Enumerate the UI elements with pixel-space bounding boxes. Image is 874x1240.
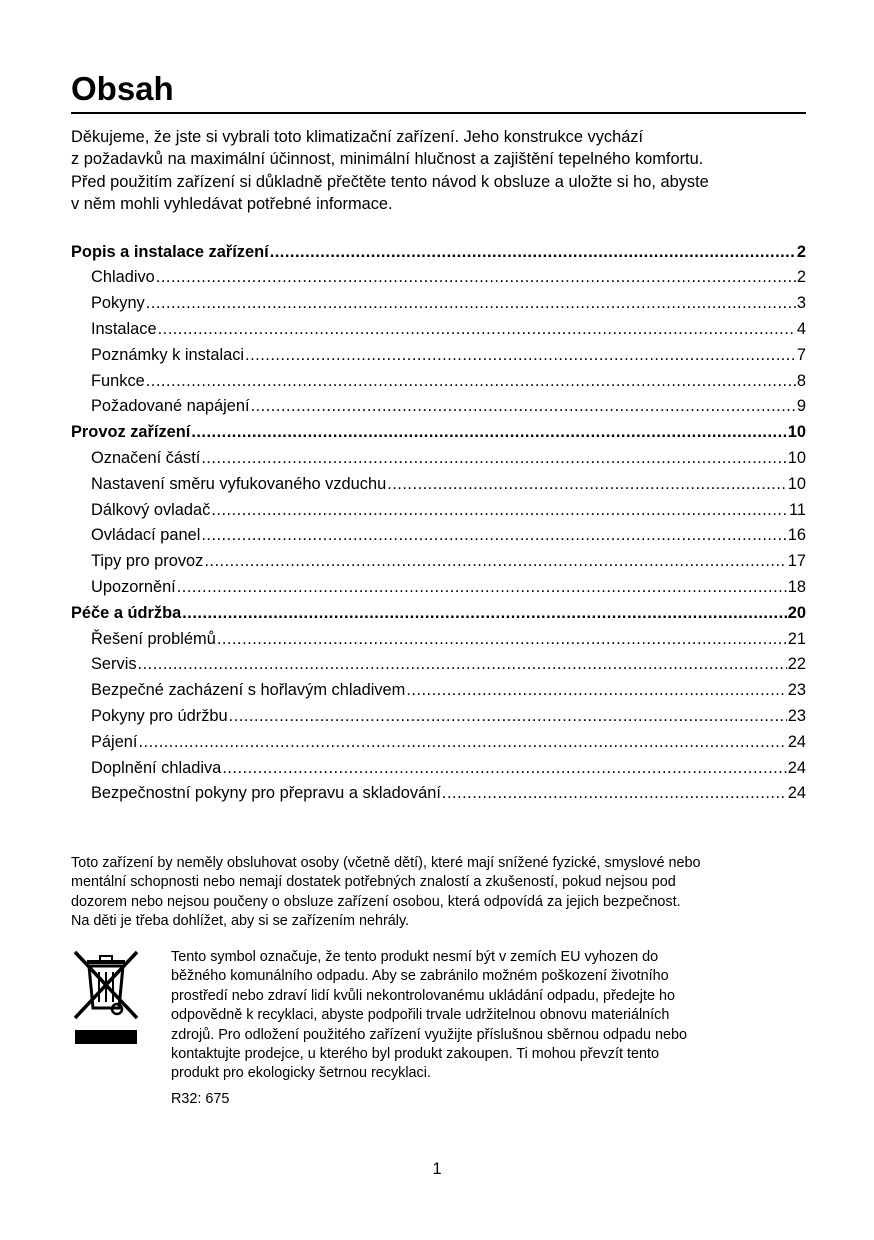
toc-entry[interactable] bbox=[71, 291, 806, 317]
toc-entry-page: 8 bbox=[796, 371, 806, 390]
weee-line: odpovědně k recyklaci, abyste podpořili trvale udržitelnou obnovu materiálních bbox=[171, 1007, 670, 1024]
toc-dot-leader bbox=[146, 291, 796, 317]
page-content bbox=[71, 0, 806, 1109]
toc-entry-page: 18 bbox=[787, 577, 806, 596]
toc-entry[interactable] bbox=[71, 730, 806, 756]
weee-line: běžného komunálního odpadu. Aby se zabránilo možném poškození životního bbox=[171, 968, 669, 985]
toc-entry-page: 11 bbox=[788, 500, 806, 519]
toc-entry-label: Bezpečné zacházení s hořlavým chladivem bbox=[91, 681, 406, 700]
toc-dot-leader bbox=[158, 317, 796, 343]
toc-entry-label: Nastavení směru vyfukovaného vzduchu bbox=[91, 474, 387, 493]
toc-entry-label: Poznámky k instalaci bbox=[91, 345, 245, 364]
toc-entry-page: 7 bbox=[796, 345, 806, 364]
toc-dot-leader bbox=[182, 601, 787, 627]
toc-section-entry[interactable] bbox=[71, 420, 806, 446]
toc-entry-page: 9 bbox=[796, 397, 806, 416]
crossed-out-wheelie-bin-icon bbox=[71, 948, 141, 1048]
toc-entry-label: Bezpečnostní pokyny pro přepravu a skladování bbox=[91, 784, 441, 803]
toc-entry[interactable] bbox=[71, 523, 806, 549]
toc-entry-page: 24 bbox=[787, 758, 806, 777]
toc-entry-label: Požadované napájení bbox=[91, 397, 250, 416]
toc-entry-label: Péče a údržba bbox=[71, 603, 182, 622]
toc-entry-label: Funkce bbox=[91, 371, 145, 390]
toc-dot-leader bbox=[146, 369, 796, 395]
safety-line: mentální schopnosti nebo nemají dostatek potřebných znalostí a zkušeností, pokud nejsou pod bbox=[71, 874, 676, 891]
toc-entry[interactable] bbox=[71, 343, 806, 369]
toc-entry[interactable] bbox=[71, 549, 806, 575]
toc-section-entry[interactable] bbox=[71, 240, 806, 266]
toc-dot-leader bbox=[201, 446, 786, 472]
toc-entry-page: 10 bbox=[787, 449, 806, 467]
toc-entry[interactable] bbox=[71, 369, 806, 395]
toc-entry-page: 24 bbox=[787, 732, 806, 751]
weee-line: zdrojů. Pro odložení použitého zařízení využijte příslušnou sběrnou odpadu nebo bbox=[171, 1026, 687, 1043]
toc-dot-leader bbox=[406, 678, 786, 704]
toc-dot-leader bbox=[442, 781, 787, 807]
safety-line: dozorem nebo nejsou poučeny o obsluze zařízení osobou, která odpovídá za jejich bezpečnost. bbox=[71, 893, 681, 910]
toc-entry-page: 24 bbox=[787, 784, 806, 803]
toc-dot-leader bbox=[245, 343, 796, 369]
weee-section bbox=[71, 948, 806, 1109]
weee-line: kontaktujte prodejce, u kterého byl produkt zakoupen. Ti mohou převzít tento bbox=[171, 1046, 659, 1062]
toc-entry-label: Označení částí bbox=[91, 449, 201, 467]
toc-entry-label: Upozornění bbox=[91, 577, 176, 596]
weee-line: prostředí nebo zdraví lidí kvůli nekontrolovanému ukládání odpadu, předejte ho bbox=[171, 987, 675, 1004]
toc-dot-leader bbox=[251, 394, 796, 420]
toc-entry-label: Popis a instalace zařízení bbox=[71, 242, 269, 261]
toc-entry[interactable] bbox=[71, 446, 806, 472]
toc-dot-leader bbox=[387, 472, 787, 498]
toc-entry-page: 4 bbox=[796, 320, 806, 339]
toc-entry-label: Doplnění chladiva bbox=[91, 758, 222, 777]
toc-entry[interactable] bbox=[71, 317, 806, 343]
toc-entry-label: Instalace bbox=[91, 320, 157, 339]
toc-entry-page: 3 bbox=[796, 294, 806, 313]
intro-line: z požadavků na maximální účinnost, minimální hlučnost a zajištění tepelného komfortu. bbox=[71, 150, 704, 169]
toc-entry-page: 2 bbox=[796, 242, 806, 261]
intro-paragraph bbox=[71, 126, 806, 216]
toc-dot-leader bbox=[222, 756, 786, 782]
toc-dot-leader bbox=[270, 240, 796, 266]
weee-text-block bbox=[171, 948, 687, 1109]
toc-entry-label: Řešení problémů bbox=[91, 629, 216, 648]
toc-entry-page: 22 bbox=[787, 655, 806, 674]
page-title: Obsah bbox=[71, 70, 174, 107]
toc-dot-leader bbox=[138, 730, 786, 756]
toc-entry-page: 17 bbox=[787, 552, 806, 571]
toc-entry[interactable] bbox=[71, 394, 806, 420]
toc-entry-page: 2 bbox=[796, 268, 806, 287]
intro-line: Před použitím zařízení si důkladně přečtěte tento návod k obsluze a uložte si ho, abyste bbox=[71, 172, 709, 191]
toc-dot-leader bbox=[191, 420, 786, 446]
toc-entry[interactable] bbox=[71, 652, 806, 678]
safety-notice bbox=[71, 854, 806, 931]
toc-entry-label: Pokyny pro údržbu bbox=[91, 706, 228, 725]
toc-dot-leader bbox=[204, 549, 786, 575]
toc-dot-leader bbox=[177, 575, 787, 601]
toc-entry-label: Provoz zařízení bbox=[71, 423, 191, 442]
toc-entry-page: 10 bbox=[787, 423, 806, 442]
toc-dot-leader bbox=[156, 265, 796, 291]
toc-entry[interactable] bbox=[71, 627, 806, 653]
intro-line: Děkujeme, že jste si vybrali toto klimatizační zařízení. Jeho konstrukce vychází bbox=[71, 128, 644, 146]
toc-dot-leader bbox=[138, 652, 787, 678]
toc-dot-leader bbox=[217, 627, 787, 653]
toc-entry-label: Servis bbox=[91, 655, 137, 674]
toc-entry[interactable] bbox=[71, 781, 806, 807]
toc-section-entry[interactable] bbox=[71, 601, 806, 627]
toc-entry-page: 23 bbox=[787, 681, 806, 700]
toc-entry[interactable] bbox=[71, 575, 806, 601]
toc-dot-leader bbox=[229, 704, 787, 730]
toc-entry-page: 21 bbox=[787, 629, 806, 648]
safety-line: Toto zařízení by neměly obsluhovat osoby (včetně dětí), které mají snížené fyzické, smyslové nebo bbox=[71, 855, 701, 872]
toc-entry-label: Pokyny bbox=[91, 294, 145, 313]
refrigerant-code: R32: 675 bbox=[171, 1090, 230, 1107]
toc-entry[interactable] bbox=[71, 265, 806, 291]
toc-entry[interactable] bbox=[71, 498, 806, 524]
toc-entry-page: 20 bbox=[787, 603, 806, 622]
intro-line: v něm mohli vyhledávat potřebné informace. bbox=[71, 195, 393, 214]
toc-entry-label: Chladivo bbox=[91, 268, 155, 287]
toc-entry-label: Dálkový ovladač bbox=[91, 500, 211, 519]
toc-entry[interactable] bbox=[71, 704, 806, 730]
weee-line: Tento symbol označuje, že tento produkt nesmí být v zemích EU vyhozen do bbox=[171, 948, 659, 965]
toc-entry-label: Tipy pro provoz bbox=[91, 552, 204, 571]
weee-line: produkt pro ekologicky šetrnou recyklaci. bbox=[171, 1065, 431, 1082]
toc-entry-label: Ovládací panel bbox=[91, 526, 201, 545]
toc-entry[interactable] bbox=[71, 472, 806, 498]
toc-entry[interactable] bbox=[71, 756, 806, 782]
toc-dot-leader bbox=[201, 523, 786, 549]
toc-entry-page: 16 bbox=[787, 526, 806, 545]
toc-entry-page: 10 bbox=[787, 474, 806, 493]
page-number: 1 bbox=[432, 1160, 442, 1178]
toc-entry-page: 23 bbox=[787, 706, 806, 725]
title-underline bbox=[71, 112, 806, 114]
toc-entry-label: Pájení bbox=[91, 732, 138, 751]
toc-entry[interactable] bbox=[71, 678, 806, 704]
table-of-contents bbox=[71, 240, 806, 808]
safety-line: Na děti je třeba dohlížet, aby si se zařízením nehrály. bbox=[71, 912, 410, 929]
toc-dot-leader bbox=[211, 498, 788, 524]
